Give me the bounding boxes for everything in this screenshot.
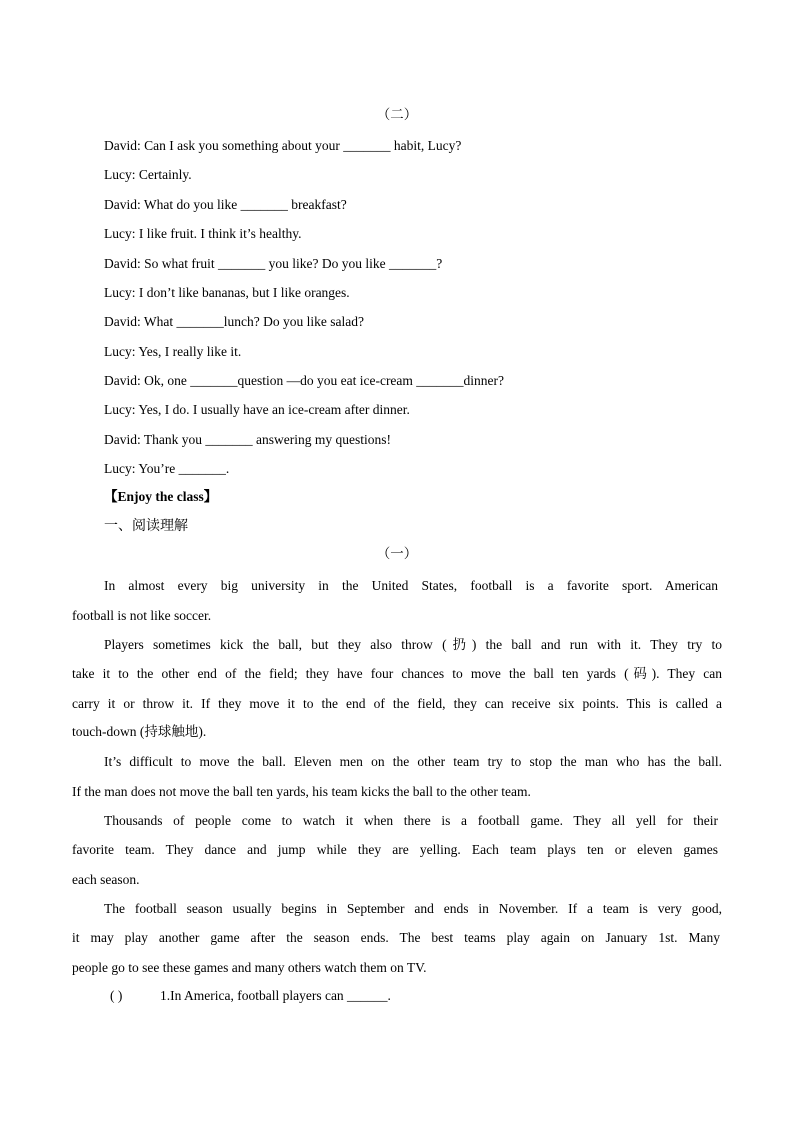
dialogue-line: Lucy: I don’t like bananas, but I like oranges.: [104, 285, 350, 300]
dialogue-line: David: Ok, one _______question —do you eat ice-cream _______dinner?: [104, 373, 505, 388]
reading-heading: 一、阅读理解: [104, 518, 188, 534]
passage-line: each season.: [72, 872, 140, 887]
passage-line: it may play another game after the season ends. The best teams play again on January 1st. Many: [72, 930, 720, 945]
dialogue-line: David: So what fruit _______ you like? Do you like _______?: [104, 256, 443, 271]
answer-bracket[interactable]: ( ): [110, 988, 123, 1003]
passage-line: touch-down (持球触地).: [72, 724, 207, 739]
passage-line: The football season usually begins in September and ends in November. If a team is very good,: [104, 901, 722, 916]
passage-line: Players sometimes kick the ball, but they also throw (扔) the ball and run with it. They try to: [104, 637, 722, 652]
passage-line: carry it or throw it. If they move it to the end of the field, they can receive six points. This is called a: [72, 696, 722, 711]
passage-line: favorite team. They dance and jump while they are yelling. Each team plays ten or eleven games: [72, 842, 718, 857]
passage-line: If the man does not move the ball ten yards, his team kicks the ball to the other team.: [72, 784, 531, 799]
dialogue-section-number: （二）: [376, 107, 418, 122]
dialogue-line: David: What do you like _______ breakfast?: [104, 197, 347, 212]
passage-line: take it to the other end of the field; they have four chances to move the ball ten yards (码). They can: [72, 666, 722, 681]
passage-line: people go to see these games and many others watch them on TV.: [72, 960, 427, 975]
question-1-text: 1.In America, football players can ______.: [160, 988, 391, 1003]
dialogue-line: Lucy: Yes, I do. I usually have an ice-cream after dinner.: [104, 402, 410, 417]
enjoy-class-heading: 【Enjoy the class】: [104, 489, 218, 504]
dialogue-line: Lucy: I like fruit. I think it’s healthy.: [104, 226, 302, 241]
dialogue-line: David: Thank you _______ answering my questions!: [104, 432, 391, 447]
passage-line: In almost every big university in the United States, football is a favorite sport. American: [104, 578, 718, 593]
passage-line: football is not like soccer.: [72, 608, 212, 623]
reading-section-number: （一）: [376, 546, 418, 561]
dialogue-line: Lucy: Yes, I really like it.: [104, 344, 242, 359]
dialogue-line: Lucy: You’re _______.: [104, 461, 230, 476]
passage-line: Thousands of people come to watch it when there is a football game. They all yell for their: [104, 813, 718, 828]
dialogue-line: Lucy: Certainly.: [104, 167, 192, 182]
dialogue-line: David: What _______lunch? Do you like salad?: [104, 314, 364, 329]
dialogue-line: David: Can I ask you something about your _______ habit, Lucy?: [104, 138, 462, 153]
passage-line: It’s difficult to move the ball. Eleven men on the other team try to stop the man who has the ball.: [104, 754, 722, 769]
